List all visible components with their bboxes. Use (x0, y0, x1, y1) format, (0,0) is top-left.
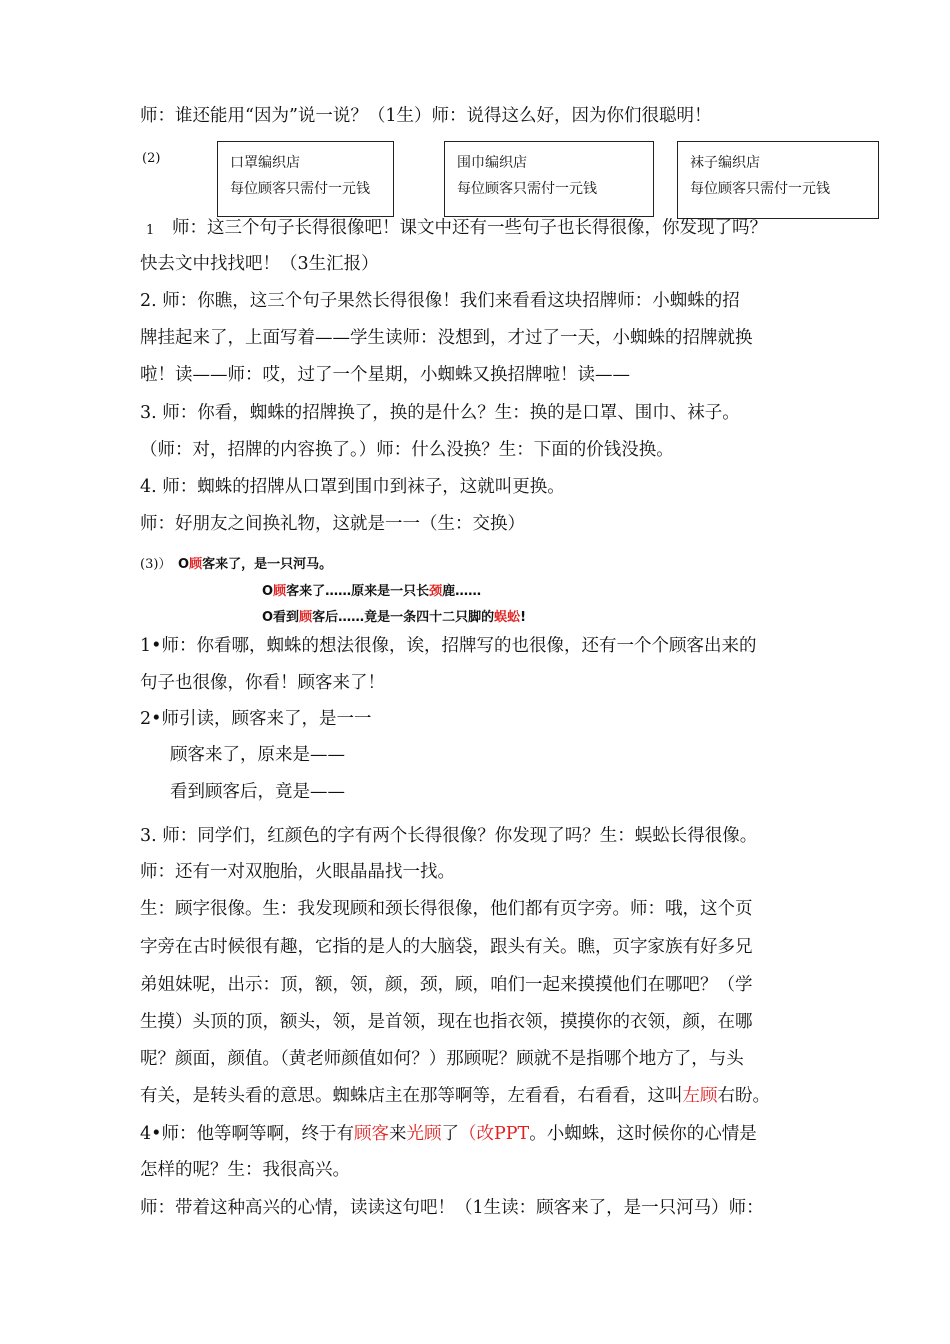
paragraph-line: 生摸）头顶的顶，额头，领，是首领，现在也指衣领，摸摸你的衣领，颜，在哪 (140, 1012, 753, 1032)
sign-scarf-shop (444, 141, 654, 217)
list-number: 1 (146, 223, 155, 238)
paragraph-line: 师：这三个句子长得很像吧！课文中还有一些句子也长得很像，你发现了吗？ (172, 218, 767, 238)
paragraph-line: 师：谁还能用“因为”说一说？（1生）师：说得这么好，因为你们很聪明！ (140, 106, 712, 126)
paragraph-line: 师：好朋友之间换礼物，这就是一一（生：交换） (140, 514, 525, 534)
sign-price: 每位顾客只需付一元钱 (457, 181, 597, 197)
sign-title: 袜子编织店 (690, 155, 760, 171)
sign-mask-shop (217, 141, 394, 217)
sign-price: 每位顾客只需付一元钱 (690, 181, 830, 197)
paragraph-line: 呢？颜面，颜值。（黄老师颜值如何？）那顾呢？顾就不是指哪个地方了，与头 (140, 1049, 744, 1069)
paragraph-line: 句子也很像，你看！顾客来了！ (140, 673, 385, 693)
paragraph-line: 1•师：你看哪，蜘蛛的想法很像，诶，招牌写的也很像，还有一个个顾客出来的 (140, 636, 757, 656)
sign-title: 口罩编织店 (230, 155, 300, 171)
paragraph-line: 看到顾客后，竟是—— (170, 782, 345, 802)
sign-sock-shop (677, 141, 879, 219)
sentence-hippo: O顾客来了，是一只河马。 (178, 557, 333, 572)
paragraph-line: 顾客来了，原来是—— (170, 745, 345, 765)
paragraph-line: 有关，是转头看的意思。蜘蛛店主在那等啊等，左看看，右看看，这叫左顾右盼。 (140, 1086, 770, 1106)
section-label-3: (3)） (140, 557, 172, 572)
paragraph-line: 师：带着这种高兴的心情，读读这句吧！（1生读：顾客来了，是一只河马）师： (140, 1198, 764, 1218)
paragraph-line: 牌挂起来了，上面写着——学生读师：没想到，才过了一天，小蜘蛛的招牌就换 (140, 328, 753, 348)
paragraph-line: 3. 师：同学们，红颜色的字有两个长得很像？你发现了吗？生：蜈蚣长得很像。 (140, 826, 758, 846)
paragraph-line: 4. 师：蜘蛛的招牌从口罩到围巾到袜子，这就叫更换。 (140, 477, 565, 497)
sign-title: 围巾编织店 (457, 155, 527, 171)
paragraph-line: 3. 师：你看，蜘蛛的招牌换了，换的是什么？生：换的是口罩、围巾、袜子。 (140, 403, 740, 423)
paragraph-line: 啦！读——师：哎，过了一个星期，小蜘蛛又换招牌啦！读—— (140, 365, 630, 385)
paragraph-line: （师：对，招牌的内容换了。）师：什么没换？生：下面的价钱没换。 (140, 440, 674, 460)
paragraph-line: 怎样的呢？生：我很高兴。 (140, 1160, 350, 1180)
paragraph-line: 弟姐妹呢，出示：顶，额，领，颜，颈，顾，咱们一起来摸摸他们在哪吧？（学 (140, 975, 753, 995)
paragraph-line: 字旁在古时候很有趣，它指的是人的大脑袋，跟头有关。瞧，页字家族有好多兄 (140, 937, 753, 957)
paragraph-line: 快去文中找找吧！（3生汇报） (140, 254, 379, 274)
paragraph-line: 生：顾字很像。生：我发现顾和颈长得很像，他们都有页字旁。师：哦，这个页 (140, 899, 753, 919)
sentence-centipede: O看到顾客后……竟是一条四十二只脚的蜈蚣! (262, 610, 527, 625)
paragraph-line: 2•师引读，顾客来了，是一一 (140, 709, 372, 729)
paragraph-line: 2. 师：你瞧，这三个句子果然长得很像！我们来看看这块招牌师：小蜘蛛的招 (140, 291, 740, 311)
paragraph-line: 师：还有一对双胞胎，火眼晶晶找一找。 (140, 862, 455, 882)
paragraph-line: 4•师：他等啊等啊，终于有顾客来光顾了（改PPT。小蜘蛛，这时候你的心情是 (140, 1124, 757, 1144)
section-label-2: (2) (142, 151, 161, 166)
sign-price: 每位顾客只需付一元钱 (230, 181, 370, 197)
sentence-giraffe: O顾客来了……原来是一只长颈鹿…… (262, 584, 482, 599)
